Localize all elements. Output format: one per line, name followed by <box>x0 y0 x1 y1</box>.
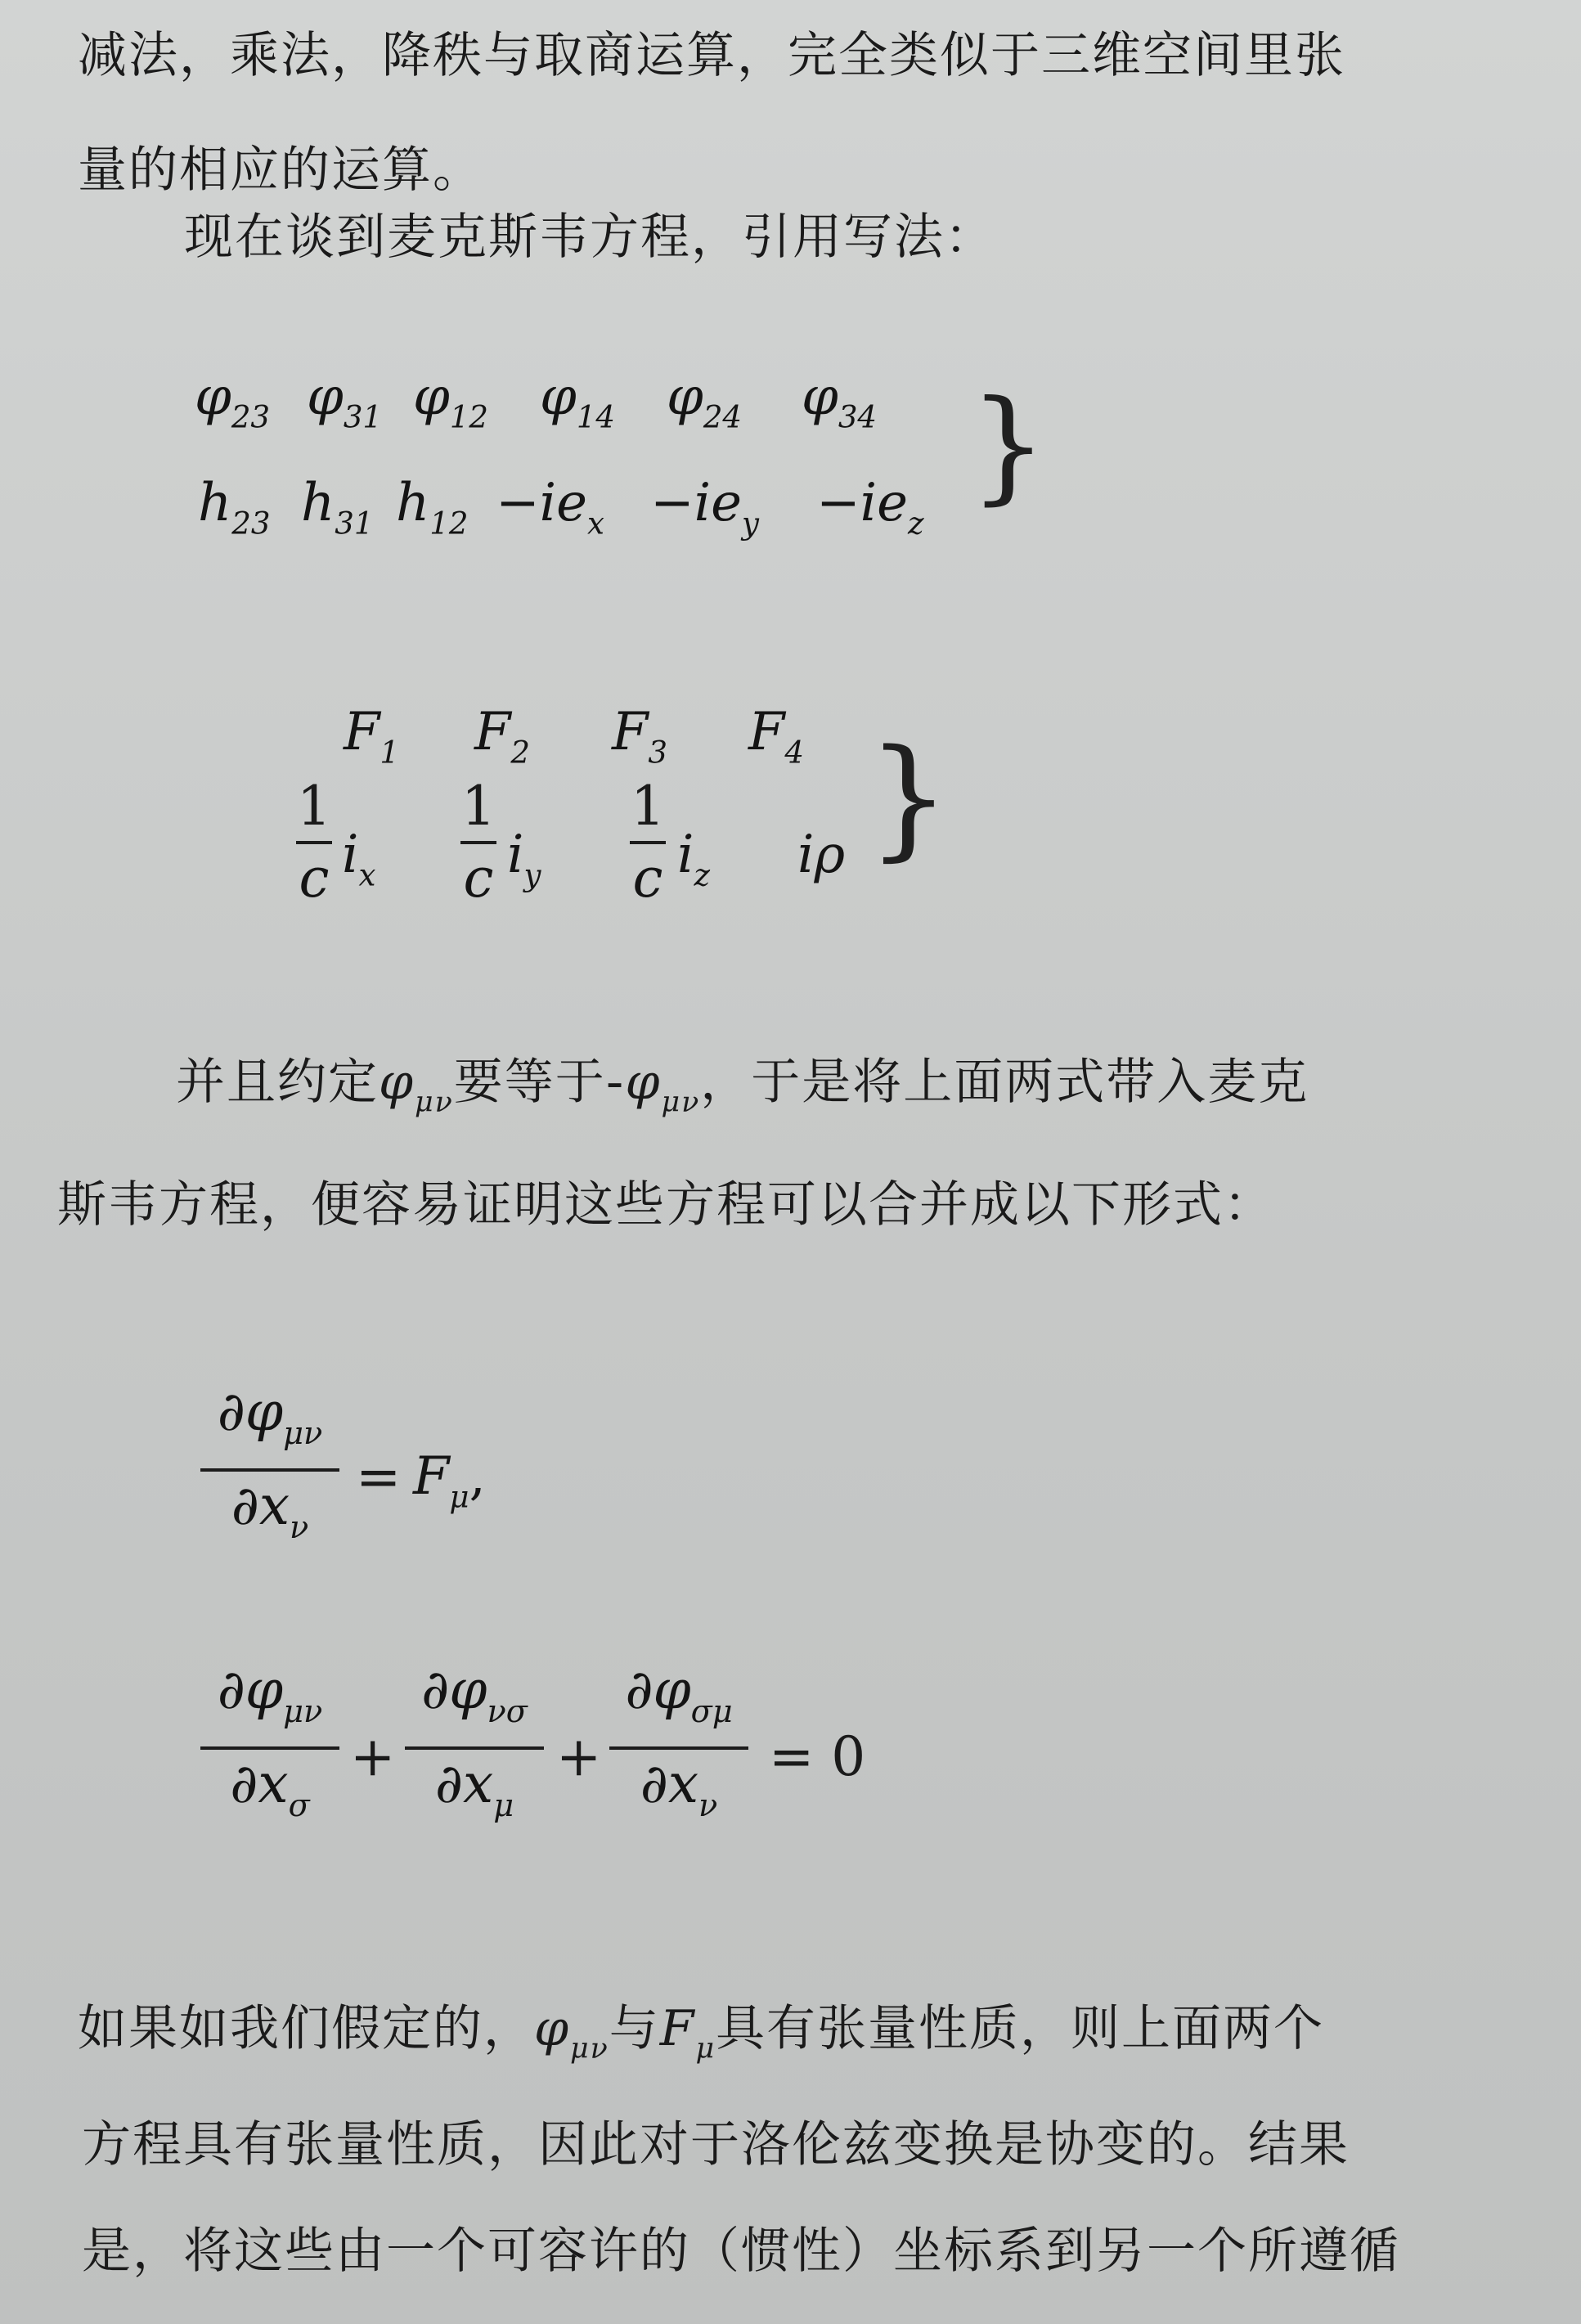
matrix2-r1-c4: $F_4$ <box>748 702 805 771</box>
matrix2-r2-c2-i: $i_y$ <box>507 825 541 893</box>
matrix2-r1-c3: $F_3$ <box>612 702 668 771</box>
eq1-rhs: $F_\mu$, <box>413 1446 486 1515</box>
text-line-5: 斯韦方程，便容易证明这些方程可以合并成以下形式： <box>57 1176 1274 1234</box>
matrix2-r2-c1-i: $i_x$ <box>342 825 376 893</box>
matrix2-r2-c3-i: $i_z$ <box>677 825 711 893</box>
matrix1-r2-c1: $h_{23}$ <box>198 473 271 542</box>
eq2-fraction-1: $\partial\varphi_{\mu\nu}$ $\partial x_\sigma$ <box>200 1661 339 1836</box>
F-mu-symbol: $F_\mu$ <box>659 2000 716 2066</box>
text-line-4 <box>176 1050 1309 1135</box>
matrix2-r2-c4: iρ <box>797 825 846 885</box>
text-line-6-part-a: 如果如我们假定的， <box>78 2000 534 2057</box>
matrix1-r2-c6: $-ie_z$ <box>816 473 924 542</box>
eq2-fraction-3: $\partial\varphi_{\sigma\mu}$ $\partial x_\nu$ <box>609 1661 748 1836</box>
matrix1-r1-c6: $\varphi_{34}$ <box>802 366 878 435</box>
text-line-4-part-b: 要等于- <box>453 1054 626 1111</box>
matrix1-r2-c3: $h_{12}$ <box>396 473 469 542</box>
text-line-1: 减法，乘法，降秩与取商运算，完全类似于三维空间里张 <box>78 27 1345 84</box>
matrix1-r2-c2: $h_{31}$ <box>301 473 374 542</box>
matrix2-r2-c3-frac: 1 c <box>631 775 665 910</box>
matrix1-r2-c4: $-ie_x$ <box>496 473 604 542</box>
text-line-6-part-c: 具有张量性质，则上面两个 <box>716 2000 1325 2057</box>
eq2-equals-zero: = 0 <box>769 1725 866 1788</box>
text-line-6 <box>78 1996 1324 2082</box>
eq2-fraction-2: $\partial\varphi_{\nu\sigma}$ $\partial x_\mu$ <box>405 1661 544 1836</box>
matrix1-r2-c5: $-ie_y$ <box>650 473 759 542</box>
eq1-equals: = <box>356 1445 402 1508</box>
matrix1-r1-c3: $\varphi_{12}$ <box>413 366 489 435</box>
eq2-plus-2: + <box>556 1725 602 1788</box>
eq2-plus-1: + <box>350 1725 396 1788</box>
text-line-4-part-a: 并且约定 <box>176 1054 379 1111</box>
text-line-2: 量的相应的运算。 <box>78 142 483 199</box>
matrix1-r1-c1: $\varphi_{23}$ <box>195 366 271 435</box>
eq1-fraction: $\partial\varphi_{\mu\nu}$ $\partial x_\nu$ <box>200 1382 339 1558</box>
matrix2-r1-c1: $F_1$ <box>344 702 400 771</box>
matrix2-r2-c2-frac: 1 c <box>461 775 496 910</box>
phi-mu-nu-symbol-2: $\varphi_{\mu\nu}$ <box>625 1054 701 1119</box>
matrix1-r1-c4: $\varphi_{14}$ <box>540 366 616 435</box>
right-brace-1: } <box>969 375 1048 517</box>
right-brace-2: } <box>867 721 950 874</box>
text-line-6-part-b: 与 <box>609 2000 660 2057</box>
matrix1-r1-c2: $\varphi_{31}$ <box>307 366 383 435</box>
phi-mu-nu-symbol: $\varphi_{\mu\nu}$ <box>379 1054 454 1119</box>
text-line-3: 现在谈到麦克斯韦方程，引用写法： <box>184 209 995 266</box>
phi-mu-nu-symbol-3: $\varphi_{\mu\nu}$ <box>534 2000 609 2066</box>
matrix2-r1-c2: $F_2$ <box>474 702 531 771</box>
matrix2-r2-c1-frac: 1 c <box>297 775 331 910</box>
text-line-8: 是，将这些由一个可容许的（惯性）坐标系到另一个所遵循 <box>82 2223 1400 2280</box>
matrix1-r1-c5: $\varphi_{24}$ <box>667 366 743 435</box>
text-line-4-part-c: ，于是将上面两式带入麦克 <box>700 1054 1309 1111</box>
text-line-7: 方程具有张量性质，因此对于洛伦兹变换是协变的。结果 <box>82 2116 1350 2173</box>
